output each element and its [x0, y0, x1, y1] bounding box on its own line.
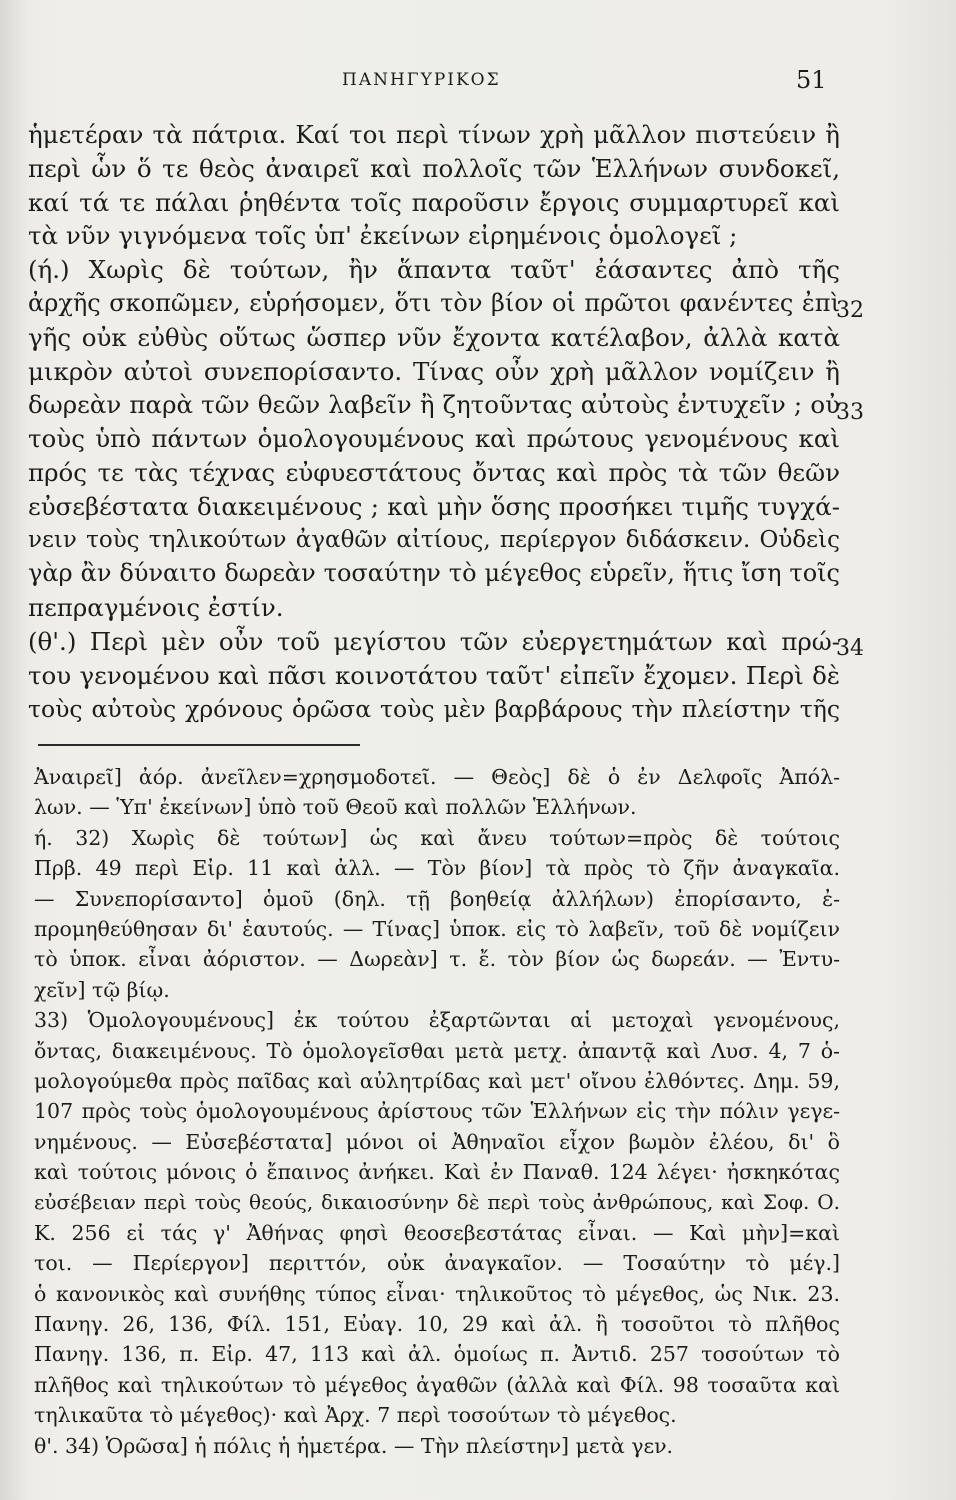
footnotes-block [34, 762, 840, 1461]
note-line: χεῖν] τῷ βίῳ. [34, 977, 170, 1002]
margin-section-number: 33 [836, 400, 864, 425]
page-header [0, 66, 956, 96]
note-line: τὸ ὑποκ. εἶναι ἀόριστον. — Δωρεὰν] τ. ἔ. τὸν βίον ὡς δωρεάν. — Ἐντυ- [34, 947, 840, 972]
note-line: νημένους. — Εὐσεβέστατα] μόνοι οἱ Ἀθηναῖοι εἶχον βωμὸν ἐλέου, δι' ὃ [34, 1129, 840, 1154]
note-line: εὐσέβειαν περὶ τοὺς θεούς, δικαιοσύνην δὲ περὶ τοὺς ἀνθρώπους, καὶ Σοφ. Ο. [34, 1190, 840, 1215]
note-line: Πανηγ. 136, π. Εἰρ. 47, 113 καὶ ἀλ. ὁμοίως π. Ἀντιδ. 257 τοσούτων τὸ [34, 1342, 840, 1367]
note-line: ή. 32) Χωρὶς δὲ τούτων] ὡς καὶ ἄνευ τούτων=πρὸς δὲ τούτοις [34, 825, 840, 850]
note-line: 33) Ὁμολογουμένους] ἐκ τούτου ἐξαρτῶνται αἱ μετοχαὶ γενομένους, [34, 1008, 840, 1033]
text-line: πρός τε τὰς τέχνας εὐφυεστάτους ὄντας καὶ πρὸς τὰ τῶν θεῶν [28, 457, 840, 487]
margin-section-number: 34 [836, 636, 864, 661]
text-line: (ή.) Χωρὶς δὲ τούτων, ἢν ἅπαντα ταῦτ' ἐάσαντες ἀπὸ τῆς [28, 255, 840, 285]
page-number: 51 [796, 66, 827, 94]
note-line: ὁ κανονικὸς καὶ συνήθης τύπος εἶναι· τηλικοῦτος τὸ μέγεθος, ὡς Νικ. 23. [34, 1281, 840, 1306]
note-line: προμηθεύθησαν δι' ἑαυτούς. — Τίνας] ὑποκ. εἰς τὸ λαβεῖν, τοῦ δὲ νομίζειν [34, 916, 840, 941]
text-line: τοὺς ὑπὸ πάντων ὁμολογουμένους καὶ πρώτους γενομένους καὶ [28, 424, 840, 454]
note-line: Ἀναιρεῖ] ἀόρ. ἀνεῖλεν=χρησμοδοτεῖ. — Θεὸς] δὲ ὁ ἐν Δελφοῖς Ἀπόλ- [34, 765, 840, 789]
footnote-divider [38, 744, 360, 746]
running-title: ΠΑΝΗΓΥΡΙΚΟΣ [342, 70, 501, 90]
text-line: δωρεὰν παρὰ τῶν θεῶν λαβεῖν ἢ ζητοῦντας αὐτοὺς ἐντυχεῖν ; οὐ [28, 390, 840, 420]
text-line: ἡμετέραν τὰ πάτρια. Καί τοι περὶ τίνων χρὴ μᾶλλον πιστεύειν ἢ [28, 120, 840, 149]
text-line: μικρὸν αὐτοὶ συνεπορίσαντο. Τίνας οὖν χρὴ μᾶλλον νομίζειν ἢ [28, 356, 840, 386]
text-line: γὰρ ἂν δύναιτο δωρεὰν τοσαύτην τὸ μέγεθος εὑρεῖν, ἥτις ἴση τοῖς [28, 559, 840, 588]
note-line: καὶ τούτοις μόνοις ὁ ἔπαινος ἀνήκει. Καὶ ἐν Παναθ. 124 λέγει· ἠσκηκότας [34, 1160, 840, 1185]
margin-section-number: 32 [836, 298, 864, 323]
text-line: γῆς οὐκ εὐθὺς οὕτως ὥσπερ νῦν ἔχοντα κατέλαβον, ἀλλὰ κατὰ [28, 322, 840, 352]
note-line: ὄντας, διακειμένους. Τὸ ὁμολογεῖσθαι μετὰ μετχ. ἀπαντᾷ καὶ Λυσ. 4, 7 ὁ- [34, 1038, 840, 1063]
note-line: πλῆθος καὶ τηλικούτων τὸ μέγεθος ἀγαθῶν (ἀλλὰ καὶ Φίλ. 98 τοσαῦτα καὶ [34, 1372, 840, 1397]
note-line: λων. — Ὑπ' ἐκείνων] ὑπὸ τοῦ Θεοῦ καὶ πολλῶν Ἑλλήνων. [34, 795, 637, 820]
text-line: περὶ ὧν ὅ τε θεὸς ἀναιρεῖ καὶ πολλοῖς τῶν Ἑλλήνων συνδοκεῖ, [28, 153, 840, 183]
text-line: τὰ νῦν γιγνόμενα τοῖς ὑπ' ἐκείνων εἰρημένοις ὁμολογεῖ ; [28, 221, 738, 251]
note-line: τοι. — Περίεργον] περιττόν, οὐκ ἀναγκαῖον. — Τοσαύτην τὸ μέγ.] [34, 1251, 840, 1276]
text-line: τοὺς αὐτοὺς χρόνους ὁρῶσα τοὺς μὲν βαρβάρους τὴν πλείστην τῆς [28, 694, 840, 723]
note-line: Πανηγ. 26, 136, Φίλ. 151, Εὐαγ. 10, 29 καὶ ἀλ. ἢ τοσοῦτοι τὸ πλῆθος [34, 1312, 840, 1337]
note-line: τηλικαῦτα τὸ μέγεθος)· καὶ Ἀρχ. 7 περὶ τοσούτων τὸ μέγεθος. [34, 1403, 677, 1428]
text-line: εὐσεβέστατα διακειμένους ; καὶ μὴν ὅσης προσήκει τιμῆς τυγχά- [28, 491, 840, 521]
main-text-block [28, 118, 840, 726]
text-line: νειν τοὺς τηλικούτων ἀγαθῶν αἰτίους, περίεργον διδάσκειν. Οὐδεὶς [28, 526, 840, 553]
text-line: (θ'.) Περὶ μὲν οὖν τοῦ μεγίστου τῶν εὐεργετημάτων καὶ πρώ- [28, 626, 840, 656]
text-line: ἀρχῆς σκοπῶμεν, εὑρήσομεν, ὅτι τὸν βίον οἱ πρῶτοι φανέντες ἐπὶ [28, 288, 840, 317]
text-line: του γενομένου καὶ πᾶσι κοινοτάτου ταῦτ' εἰπεῖν ἔχομεν. Περὶ δὲ [28, 660, 840, 690]
note-line: 107 πρὸς τοὺς ὁμολογουμένους ἀρίστους τῶν Ἑλλήνων εἰς τὴν πόλιν γεγε- [34, 1099, 840, 1124]
note-line: Κ. 256 εἰ τάς γ' Ἀθήνας φησὶ θεοσεβεστάτας εἶναι. — Καὶ μὴν]=καὶ [34, 1220, 840, 1245]
text-line: πεπραγμένοις ἐστίν. [28, 593, 284, 623]
note-line: θ'. 34) Ὁρῶσα] ἡ πόλις ἡ ἡμετέρα. — Τὴν πλείστην] μετὰ γεν. [34, 1433, 674, 1458]
note-line: — Συνεπορίσαντο] ὁμοῦ (δηλ. τῇ βοηθείᾳ ἀλλήλων) ἐπορίσαντο, ἐ- [34, 886, 840, 911]
note-line: Πρβ. 49 περὶ Εἰρ. 11 καὶ ἀλλ. — Τὸν βίον] τὰ πρὸς τὸ ζῆν ἀναγκαῖα. [34, 856, 840, 881]
note-line: μολογούμεθα πρὸς παῖδας καὶ αὐλητρίδας καὶ μετ' οἴνου ἐλθόντες. Δημ. 59, [34, 1068, 840, 1093]
text-line: καί τά τε πάλαι ῥηθέντα τοῖς παροῦσιν ἔργοις συμμαρτυρεῖ καὶ [28, 187, 840, 217]
